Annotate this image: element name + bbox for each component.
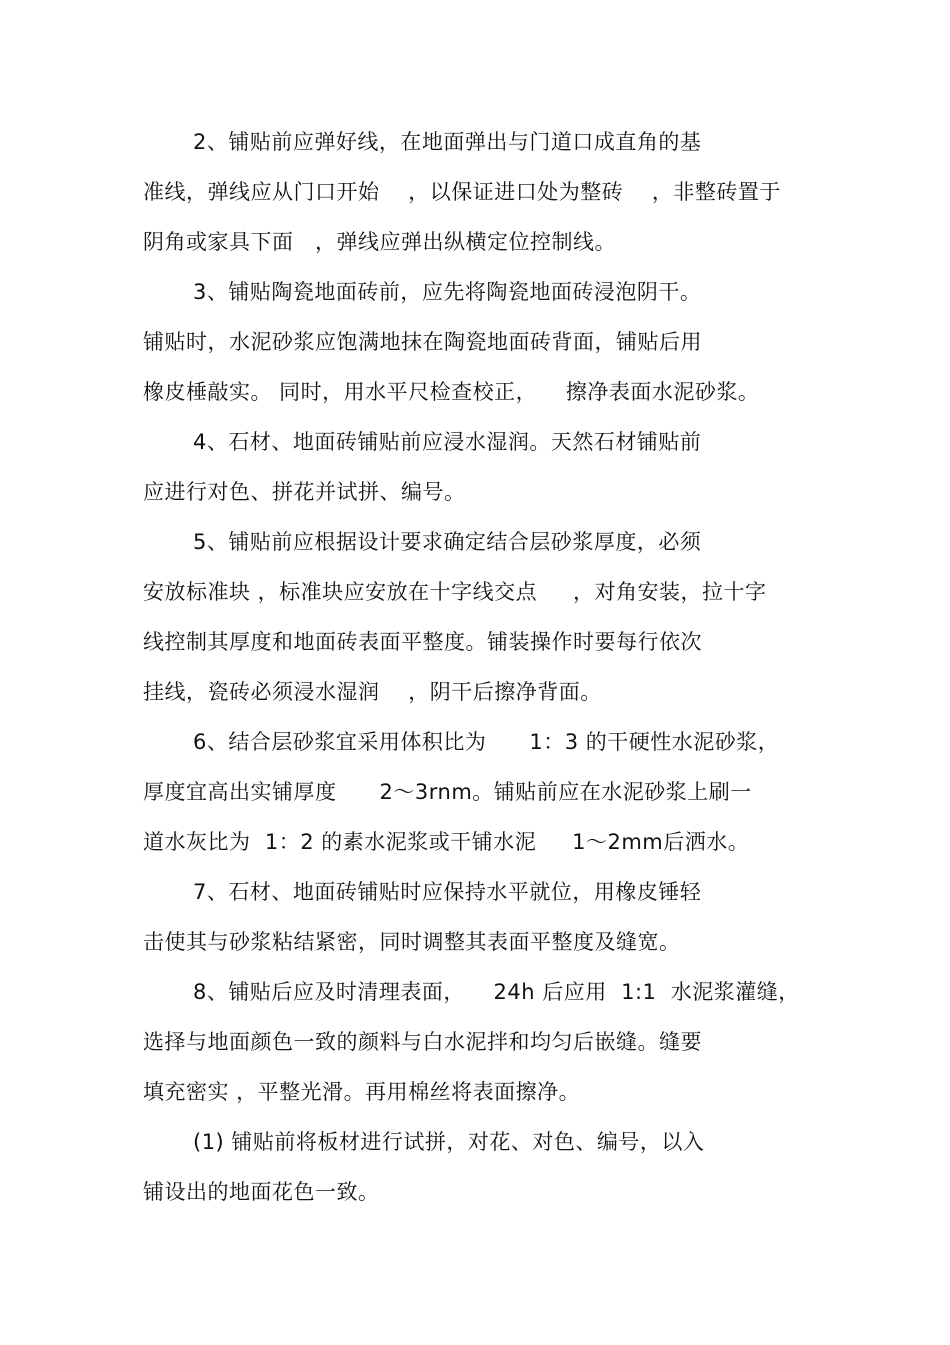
paragraph-line: 橡皮棰敲实。 同时，用水平尺检查校正， 擦净表面水泥砂浆。 [143, 380, 760, 404]
paragraph-line: 线控制其厚度和地面砖表面平整度。铺装操作时要每行依次 [143, 630, 702, 654]
paragraph-line: 准线，弹线应从门口开始 ，以保证进口处为整砖 ，非整砖置于 [143, 180, 781, 204]
paragraph-line: 击使其与砂浆粘结紧密，同时调整其表面平整度及缝宽。 [143, 930, 681, 954]
paragraph-line: 7、石材、地面砖铺贴时应保持水平就位，用橡皮锤轻 [193, 880, 702, 904]
paragraph-line: 应进行对色、拼花并试拼、编号。 [143, 480, 466, 504]
paragraph-line: 4、石材、地面砖铺贴前应浸水湿润。天然石材铺贴前 [193, 430, 702, 454]
paragraph-line: 铺贴时，水泥砂浆应饱满地抹在陶瓷地面砖背面，铺贴后用 [143, 330, 702, 354]
paragraph-line: 厚度宜高出实铺厚度 2～3rnm。铺贴前应在水泥砂浆上刷一 [143, 780, 752, 804]
paragraph-line: 铺设出的地面花色一致。 [143, 1180, 380, 1204]
paragraph-line: 6、结合层砂浆宜采用体积比为 1：3 的干硬性水泥砂浆， [193, 730, 780, 754]
paragraph-line: 挂线，瓷砖必须浸水湿润 ，阴干后擦净背面。 [143, 680, 602, 704]
paragraph-line: 选择与地面颜色一致的颜料与白水泥拌和均匀后嵌缝。缝要 [143, 1030, 702, 1054]
paragraph-line: 填充密实 ，平整光滑。再用棉丝将表面擦净。 [143, 1080, 581, 1104]
paragraph-line: (1) 铺贴前将板材进行试拼，对花、对色、编号，以入 [193, 1130, 705, 1154]
paragraph-line: 3、铺贴陶瓷地面砖前，应先将陶瓷地面砖浸泡阴干。 [193, 280, 702, 304]
paragraph-line: 8、铺贴后应及时清理表面， 24h 后应用 1:1 水泥浆灌缝， [193, 980, 800, 1004]
paragraph-line: 2、铺贴前应弹好线，在地面弹出与门道口成直角的基 [193, 130, 702, 154]
paragraph-line: 阴角或家具下面 ，弹线应弹出纵横定位控制线。 [143, 230, 617, 254]
paragraph-line: 5、铺贴前应根据设计要求确定结合层砂浆厚度，必须 [193, 530, 702, 554]
paragraph-line: 道水灰比为 1：2 的素水泥浆或干铺水泥 1～2mm后洒水。 [143, 830, 750, 854]
paragraph-line: 安放标准块 ，标准块应安放在十字线交点 ，对角安装，拉十字 [143, 580, 767, 604]
